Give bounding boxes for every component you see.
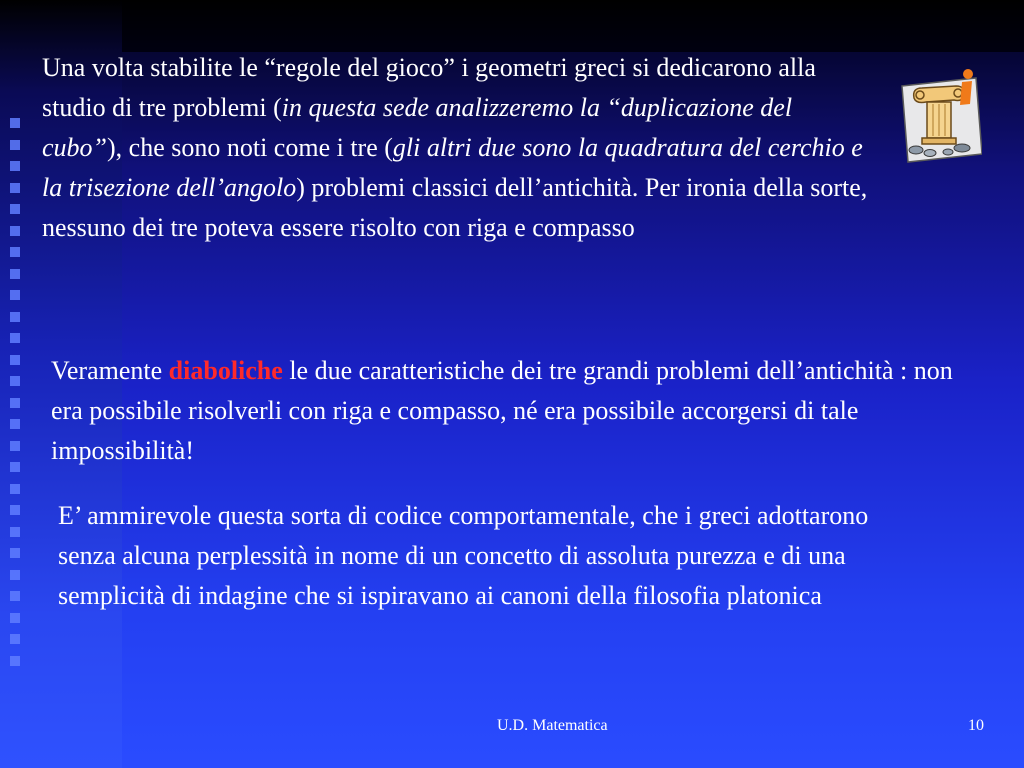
paragraph1-text-a: Una volta stabilite le “regole del gioco” i geometri greci si dedicarono alla studio di tre problemi (: [42, 53, 816, 122]
decorative-squares: [6, 118, 28, 677]
footer-title: U.D. Matematica: [497, 717, 608, 734]
paragraph1-italic-b: in questa sede analizzeremo la “duplicazione del cubo”: [42, 93, 793, 162]
page-number: 10: [968, 717, 984, 734]
paragraph1-text-c: ), che sono noti come i tre (: [107, 133, 393, 162]
top-dark-strip: [122, 0, 1024, 52]
paragraph2-text-a: Veramente: [51, 356, 169, 385]
paragraph-greek-code: E’ ammirevole questa sorta di codice comportamentale, che i greci adottarono senza alcuna perplessità in nome di un concetto di assoluta purezza e di una semplicità di indagine che si ispiravano ai canoni della filosofia platonica: [58, 501, 869, 610]
paragraph-diabolical: [51, 351, 981, 471]
paragraph1-italic-d: gli altri due sono la quadratura del cerchio e la trisezione dell’angolo: [42, 133, 863, 202]
paragraph1-text-e: ) problemi classici dell’antichità. Per ironia della sorte, nessuno dei tre poteva essere risolto con riga e compasso: [42, 173, 868, 242]
paragraph-problems: [42, 48, 872, 248]
greek-column-icon: [896, 64, 982, 164]
highlight-word: diaboliche: [168, 356, 283, 385]
paragraph2-text-b: le due caratteristiche dei tre grandi problemi dell’antichità : non era possibile risolverli con riga e compasso, né era possibile accorgersi di tale impossibilità!: [51, 356, 953, 465]
